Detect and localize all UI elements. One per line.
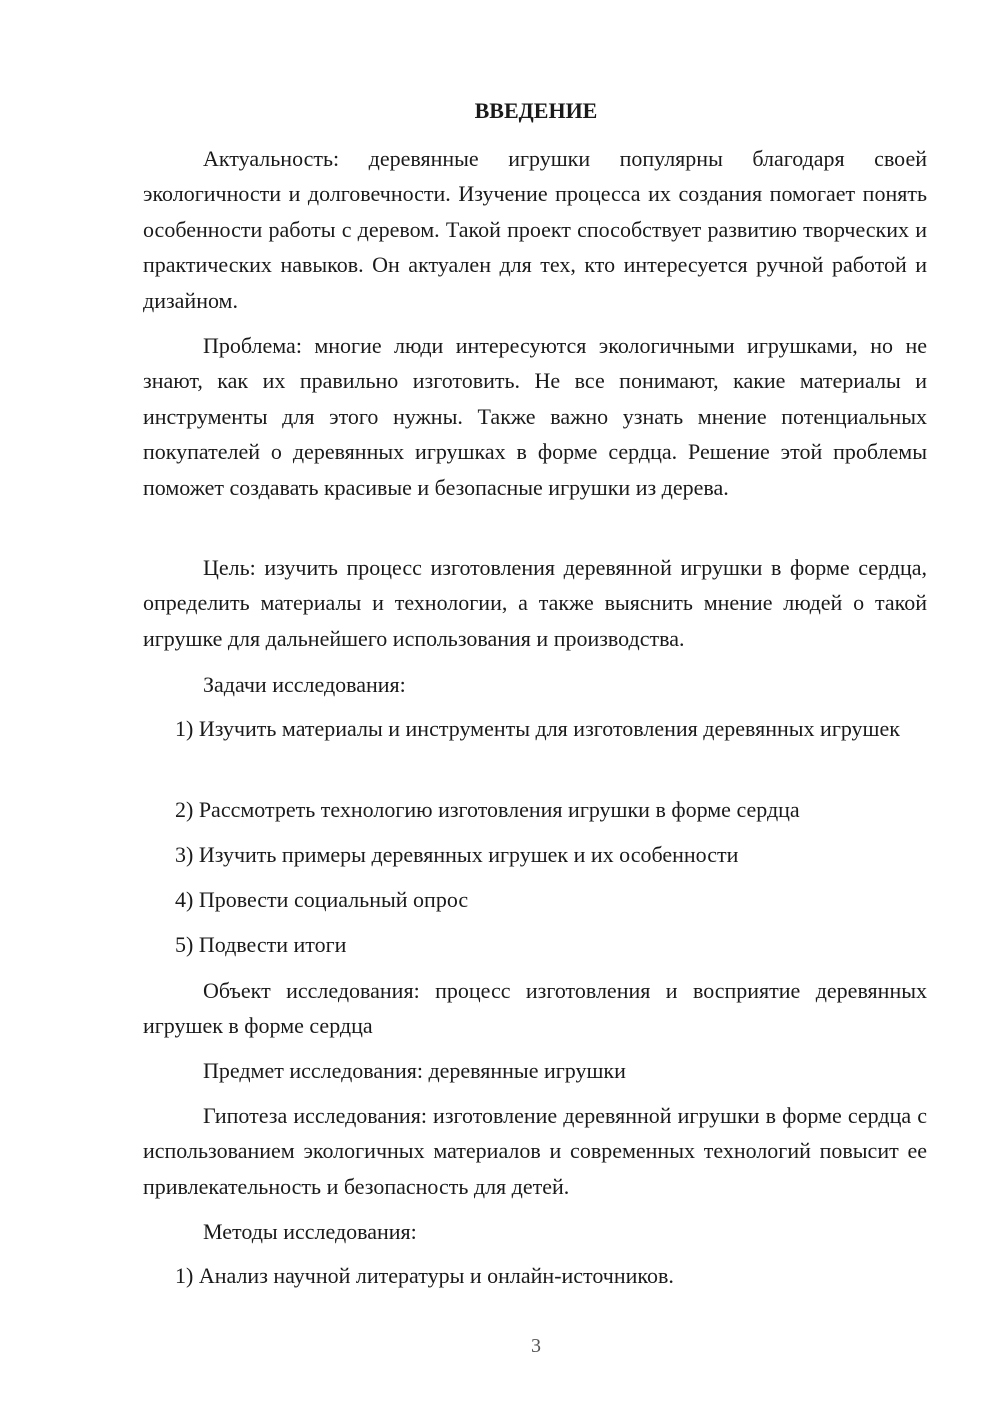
hypothesis-paragraph: Гипотеза исследования: изготовление деревянной игрушки в форме сердца с использованием экологичных материалов и современных технологий повысит ее привлекательность и безопасность для детей. (143, 1103, 927, 1199)
tasks-heading: Задачи исследования: (203, 672, 406, 697)
subject-paragraph: Предмет исследования: деревянные игрушки (203, 1058, 626, 1083)
problem-paragraph: Проблема: многие люди интересуются экологичными игрушками, но не знают, как их правильно изготовить. Не все понимают, какие материалы и инструменты для этого нужны. Также важно узнать мнение потенциальных покупателей о деревянных игрушках в форме сердца. Решение этой проблемы поможет создавать красивые и безопасные игрушки из дерева. (143, 333, 927, 500)
page-number: 3 (531, 1335, 541, 1357)
method-item-1: 1) Анализ научной литературы и онлайн-источников. (175, 1263, 674, 1288)
goal-paragraph: Цель: изучить процесс изготовления деревянной игрушки в форме сердца, определить материалы и технологии, а также выяснить мнение людей о такой игрушке для дальнейшего использования и производства. (143, 555, 927, 651)
relevance-paragraph: Актуальность: деревянные игрушки популярны благодаря своей экологичности и долговечности. Изучение процесса их создания помогает понять особенности работы с деревом. Такой проект способствует развитию творческих и практических навыков. Он актуален для тех, кто интересуется ручной работой и дизайном. (143, 146, 927, 313)
task-item-4: 4) Провести социальный опрос (175, 887, 469, 912)
object-paragraph: Объект исследования: процесс изготовления и восприятие деревянных игрушек в форме сердца (143, 978, 927, 1039)
task-item-5: 5) Подвести итоги (175, 932, 347, 957)
task-item-1: 1) Изучить материалы и инструменты для изготовления деревянных игрушек (175, 716, 900, 741)
page-title: ВВЕДЕНИЕ (474, 98, 598, 123)
task-item-2: 2) Рассмотреть технологию изготовления игрушки в форме сердца (175, 797, 800, 822)
methods-heading: Методы исследования: (203, 1219, 417, 1244)
task-item-3: 3) Изучить примеры деревянных игрушек и их особенности (175, 842, 739, 867)
